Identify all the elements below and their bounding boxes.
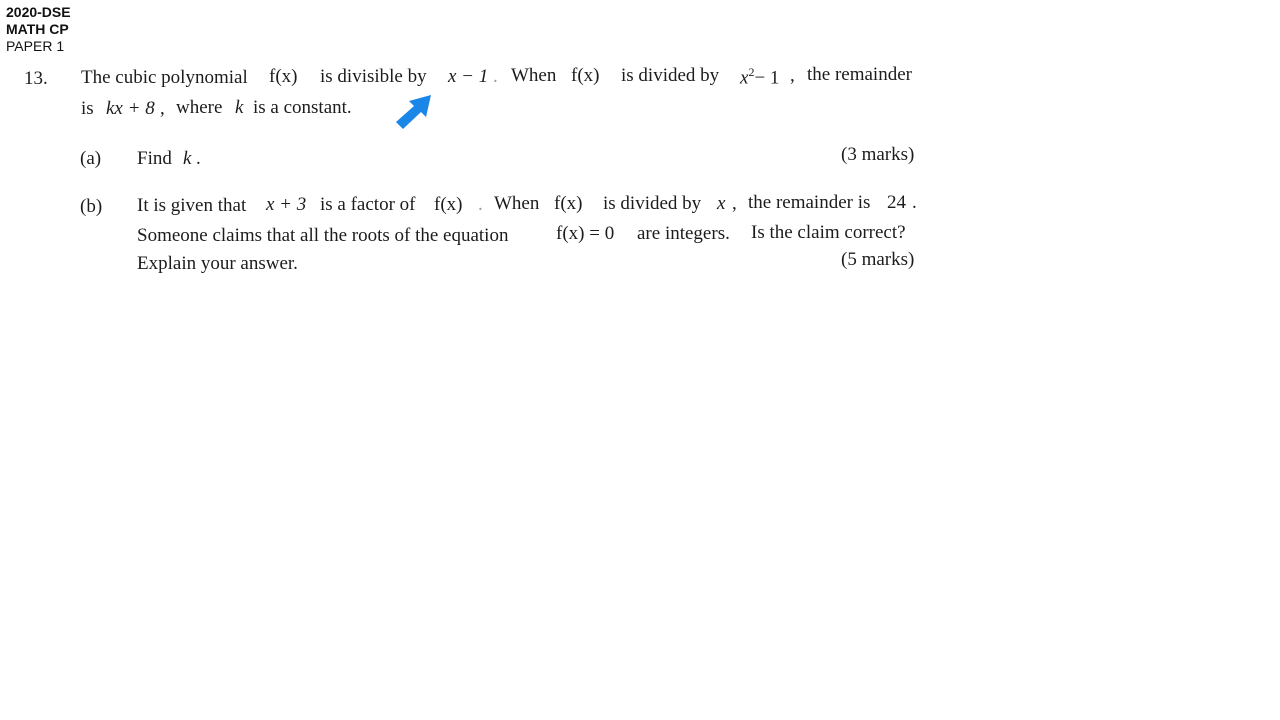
punctuation: .: [912, 192, 917, 213]
math-k: k: [183, 148, 192, 169]
math-fx: f(x): [571, 65, 600, 86]
header-year: 2020-DSE: [6, 4, 71, 20]
header-subject: MATH CP: [6, 21, 69, 37]
punctuation: .: [196, 148, 201, 169]
part-b-text: the remainder is: [748, 192, 871, 213]
math-x: x: [717, 193, 726, 214]
stem-text: is: [81, 98, 94, 119]
arrow-pointer-icon: [392, 92, 436, 132]
math-x-plus-3: x + 3: [266, 194, 307, 215]
paper-header: [6, 4, 71, 55]
part-b-text: Someone claims that all the roots of the equation: [137, 225, 509, 246]
stem-text: is divisible by: [320, 66, 427, 87]
part-a-marks: (3 marks): [841, 144, 915, 165]
math-fx: f(x): [554, 193, 583, 214]
math-fx: f(x): [269, 66, 298, 87]
part-a-text: Find: [137, 148, 172, 169]
part-b-text: When: [494, 193, 540, 214]
stem-text: The cubic polynomial: [81, 67, 248, 88]
part-b-text: is divided by: [603, 193, 702, 214]
math-x-minus-1: x − 1: [448, 66, 489, 87]
stem-text: is a constant.: [253, 97, 352, 118]
question-number: 13.: [24, 68, 48, 89]
part-a-label: (a): [80, 148, 102, 169]
punctuation: ,: [790, 65, 795, 86]
header-paper: PAPER 1: [6, 38, 65, 54]
math-fx-equals-0: f(x) = 0: [556, 223, 615, 244]
part-b-text: Is the claim correct?: [751, 222, 906, 243]
math-kx-plus-8: kx + 8: [106, 98, 155, 119]
stem-text: the remainder: [807, 64, 912, 85]
punctuation: ,: [160, 98, 165, 119]
part-b-text: is a factor of: [320, 194, 416, 215]
math-x-squared-minus-1: $x^2- 1$: [740, 65, 780, 89]
stem-text: is divided by: [621, 65, 720, 86]
punctuation: .: [478, 194, 483, 215]
punctuation: ,: [732, 193, 737, 214]
punctuation: .: [493, 66, 498, 87]
part-b-text: Explain your answer.: [137, 253, 298, 274]
math-k: k: [235, 97, 244, 118]
part-b-marks: (5 marks): [841, 249, 915, 270]
stem-text: where: [176, 97, 223, 118]
part-b-text: It is given that: [137, 195, 247, 216]
part-b-label: (b): [80, 196, 103, 217]
math-fx: f(x): [434, 194, 463, 215]
part-b-text: are integers.: [637, 223, 730, 244]
stem-text: When: [511, 65, 557, 86]
math-24: 24: [887, 192, 906, 213]
